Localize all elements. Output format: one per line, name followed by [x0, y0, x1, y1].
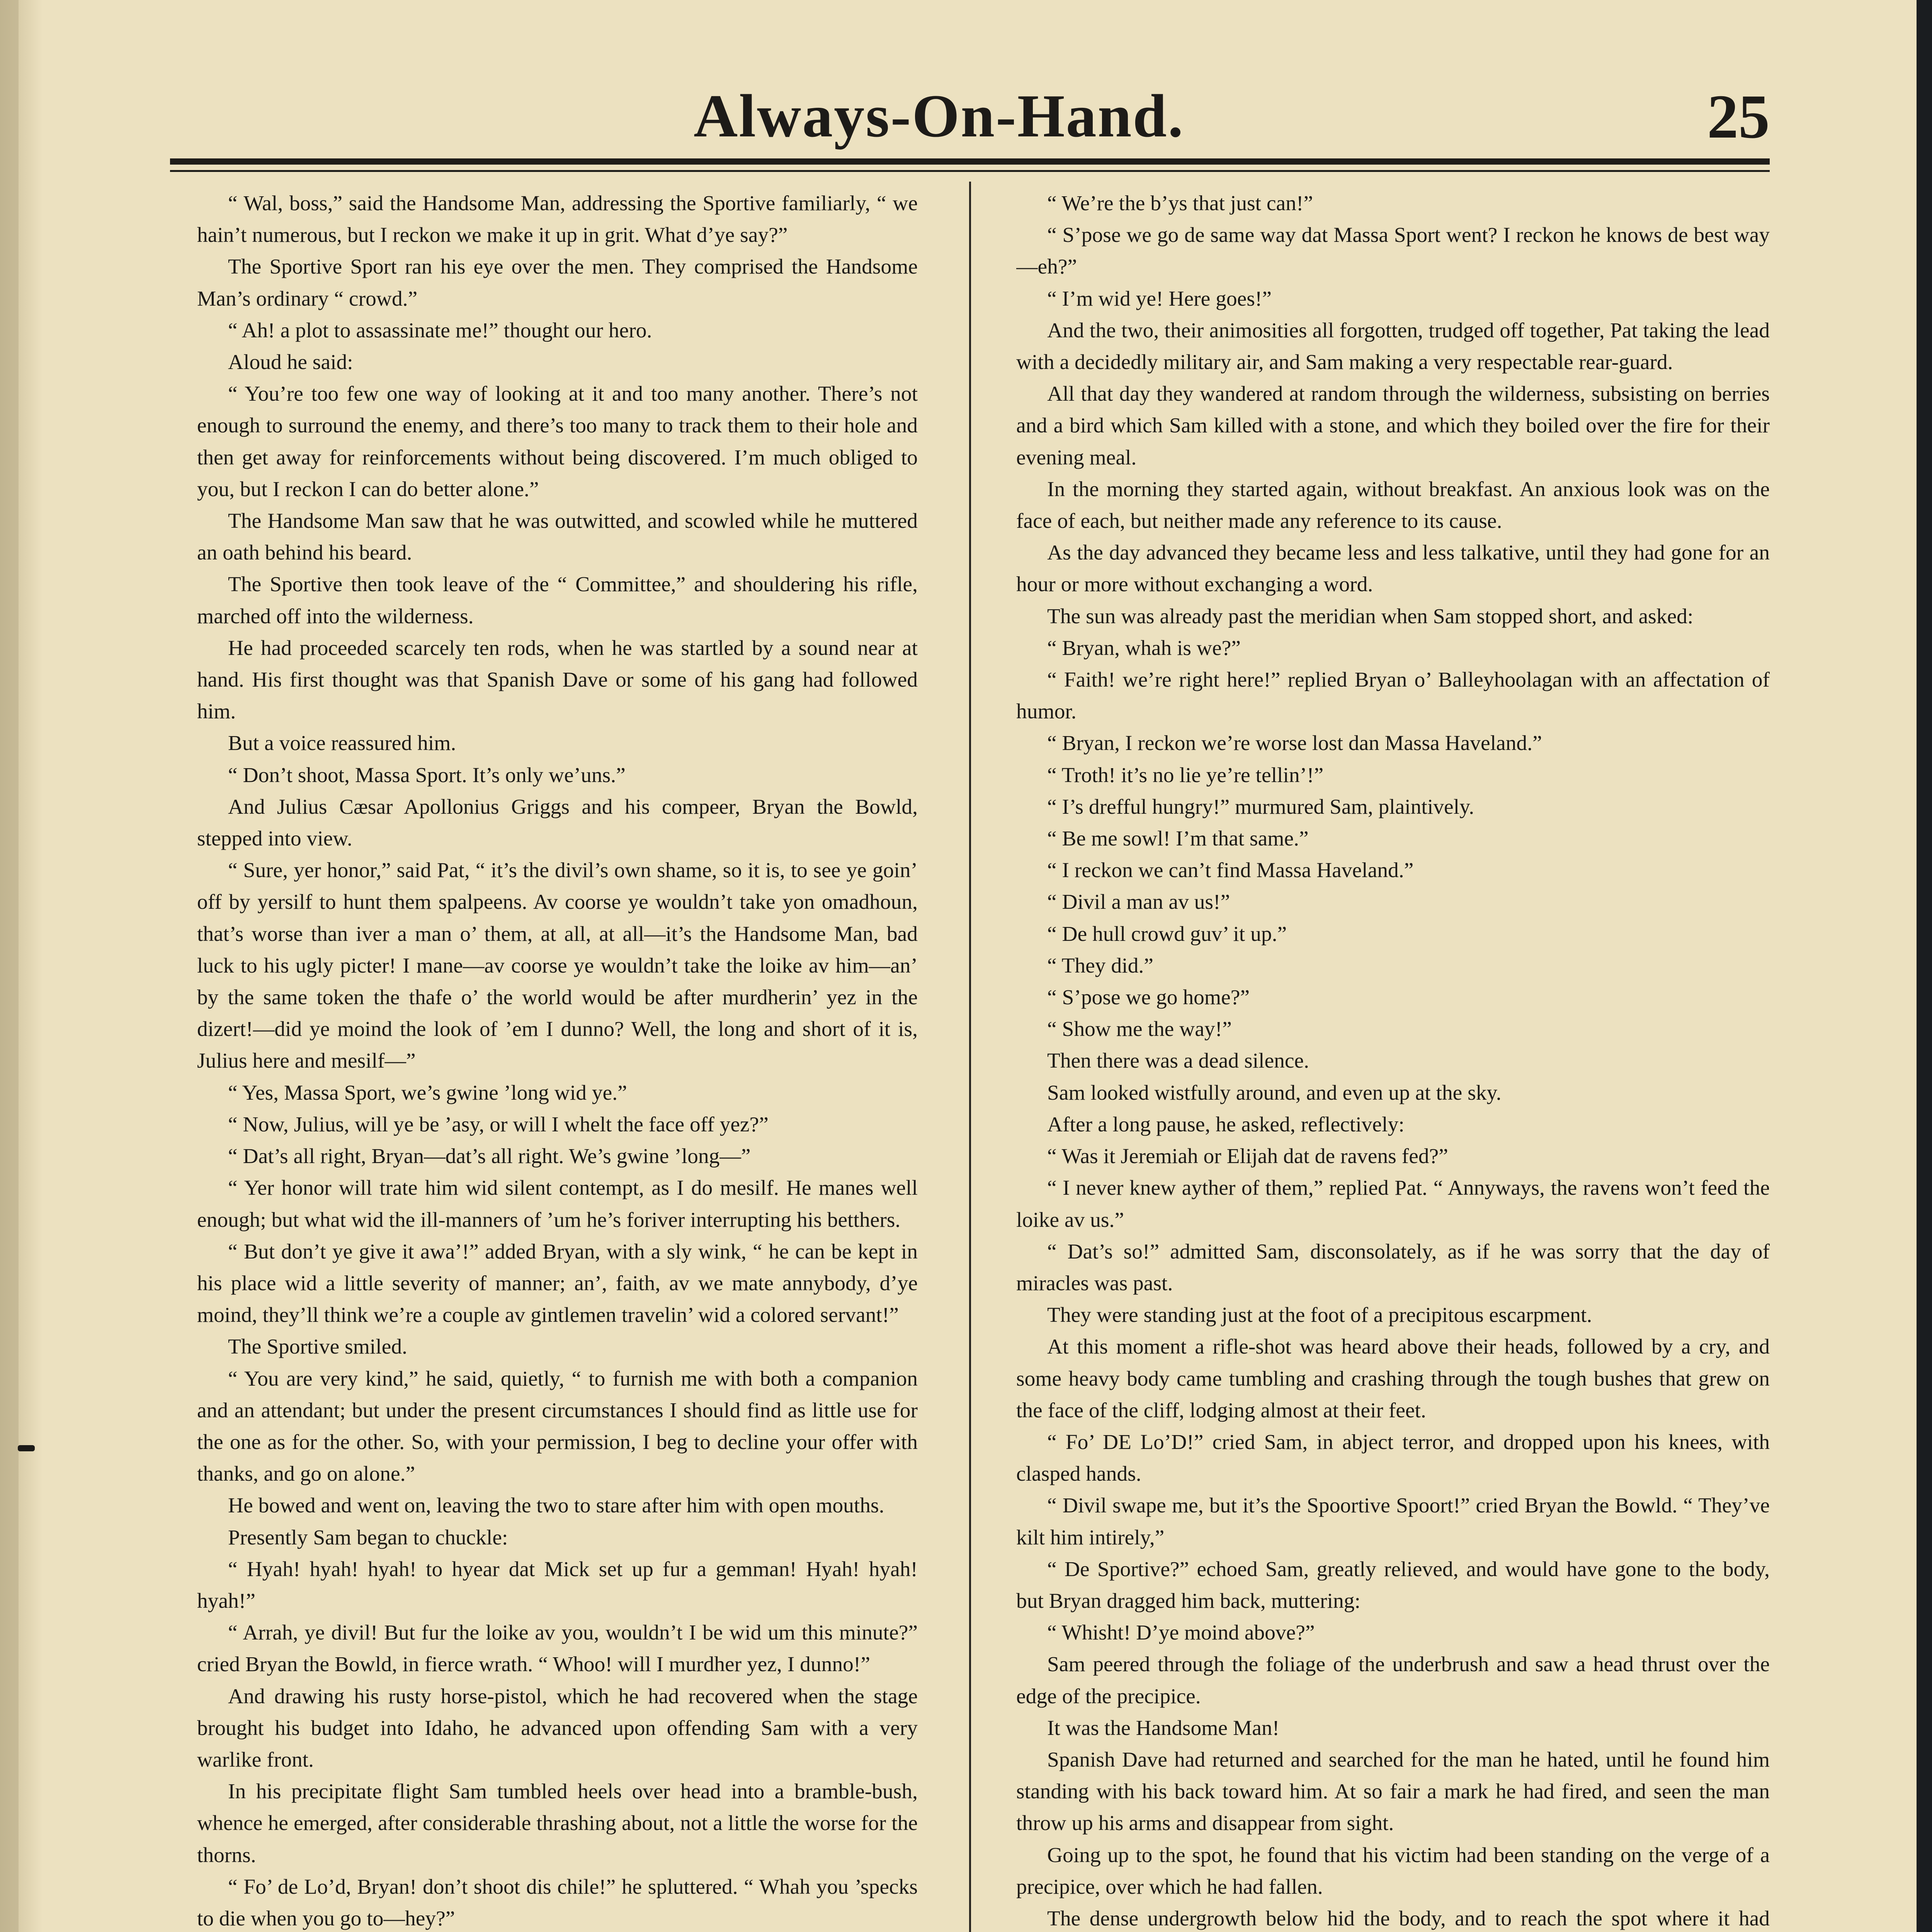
binding-gutter — [0, 0, 43, 1932]
story-paragraph: The Sportive then took leave of the “ Committee,” and shouldering his rifle, marched off into the wilderness. — [197, 573, 918, 628]
story-paragraph: “ Wal, boss,” said the Handsome Man, addressing the Sportive familiarly, “ we hain’t numerous, but I reckon we make it up in grit. What d’ye say?” — [197, 192, 918, 247]
story-paragraph: “ Don’t shoot, Massa Sport. It’s only we’uns.” — [228, 763, 626, 787]
story-paragraph: It was the Handsome Man! — [1047, 1716, 1280, 1740]
staple-icon — [15, 1445, 42, 1468]
left-text-column — [197, 188, 918, 1932]
story-paragraph: “ Yer honor will trate him wid silent contempt, as I do mesilf. He manes well enough; but what wid the ill-manners of ’um he’s foriver interrupting his betthers. — [197, 1176, 918, 1232]
story-paragraph: And Julius Cæsar Apollonius Griggs and his compeer, Bryan the Bowld, stepped into view. — [197, 795, 918, 851]
story-paragraph: “ You’re too few one way of looking at it and too many another. There’s not enough to surround the enemy, and there’s too many to track them to their hole and then get away for reinforcements without being discovered. I’m much obliged to you, but I reckon I can do better alone.” — [197, 382, 918, 501]
story-paragraph: “ Troth! it’s no lie ye’re tellin’!” — [1047, 763, 1324, 787]
story-paragraph: In the morning they started again, without breakfast. An anxious look was on the face of each, but neither made any reference to its cause. — [1016, 477, 1770, 533]
gutter-shadow — [0, 0, 19, 1932]
story-paragraph: Spanish Dave had returned and searched for the man he hated, until he found him standing with his back toward him. At so fair a mark he had fired, and seen the man throw up his arms and disappear from sight. — [1016, 1748, 1770, 1835]
story-paragraph: Aloud he said: — [228, 350, 353, 374]
running-head — [170, 77, 1770, 162]
story-paragraph: “ We’re the b’ys that just can!” — [1047, 192, 1313, 215]
story-paragraph: “ Was it Jeremiah or Elijah dat de ravens fed?” — [1047, 1145, 1448, 1168]
story-paragraph: And drawing his rusty horse-pistol, which he had recovered when the stage brought his budget into Idaho, he advanced upon offending Sam with a very warlike front. — [197, 1684, 918, 1772]
story-paragraph: And the two, their animosities all forgotten, trudged off together, Pat taking the lead with a decidedly military air, and Sam making a very respectable rear-guard. — [1016, 318, 1770, 374]
story-paragraph: “ Dat’s so!” admitted Sam, disconsolately, as if he was sorry that the day of miracles was past. — [1016, 1240, 1770, 1295]
story-paragraph: The Handsome Man saw that he was outwitted, and scowled while he muttered an oath behind his beard. — [197, 509, 918, 565]
story-paragraph: But a voice reassured him. — [228, 731, 456, 755]
story-paragraph: “ Yes, Massa Sport, we’s gwine ’long wid ye.” — [228, 1081, 627, 1105]
story-paragraph: “ You are very kind,” he said, quietly, “ to furnish me with both a companion and an attendant; but under the present circumstances I should find as little use for the one as for the other. So, with your permission, I beg to decline your offer with thanks, and go on alone.” — [197, 1367, 918, 1486]
story-paragraph: The sun was already past the meridian when Sam stopped short, and asked: — [1047, 604, 1694, 628]
story-paragraph: “ Arrah, ye divil! But fur the loike av you, wouldn’t I be wid um this minute?” cried Bryan the Bowld, in fierce wrath. “ Whoo! will I murdher yez, I dunno!” — [197, 1621, 918, 1677]
story-paragraph: “ I reckon we can’t find Massa Haveland.” — [1047, 859, 1414, 883]
story-paragraph: Presently Sam began to chuckle: — [228, 1526, 508, 1549]
page-number: 25 — [1707, 82, 1770, 151]
story-paragraph: “ Fo’ DE Lo’D!” cried Sam, in abject terror, and dropped upon his knees, with clasped hands. — [1016, 1430, 1770, 1486]
story-paragraph: “ Ah! a plot to assassinate me!” thought our hero. — [228, 318, 652, 342]
story-paragraph: He had proceeded scarcely ten rods, when he was startled by a sound near at hand. His first thought was that Spanish Dave or some of his gang had followed him. — [197, 636, 918, 724]
story-paragraph: “ S’pose we go de same way dat Massa Sport went? I reckon he knows de best way—eh?” — [1016, 223, 1770, 279]
story-paragraph: “ I’m wid ye! Here goes!” — [1047, 287, 1272, 311]
scan-frame — [1917, 0, 1932, 1932]
story-paragraph: They were standing just at the foot of a precipitous escarpment. — [1047, 1303, 1592, 1327]
story-paragraph: “ Be me sowl! I’m that same.” — [1047, 827, 1309, 851]
story-paragraph: Then there was a dead silence. — [1047, 1049, 1310, 1073]
story-paragraph: Sam looked wistfully around, and even up at the sky. — [1047, 1081, 1502, 1105]
story-paragraph: “ I never knew ayther of them,” replied Pat. “ Annyways, the ravens won’t feed the loike av us.” — [1016, 1176, 1770, 1232]
story-paragraph: “ De Sportive?” echoed Sam, greatly relieved, and would have gone to the body, but Bryan dragged him back, muttering: — [1016, 1557, 1770, 1613]
story-paragraph: “ Faith! we’re right here!” replied Bryan o’ Balleyhoolagan with an affectation of humor. — [1016, 668, 1770, 724]
story-paragraph: “ Fo’ de Lo’d, Bryan! don’t shoot dis chile!” he spluttered. “ Whah you ’specks to die when you go to—hey?” — [197, 1875, 918, 1930]
story-paragraph: The Sportive smiled. — [228, 1335, 407, 1359]
story-paragraph: Sam peered through the foliage of the underbrush and saw a head thrust over the edge of the precipice. — [1016, 1653, 1770, 1708]
story-paragraph: He bowed and went on, leaving the two to stare after him with open mouths. — [228, 1494, 884, 1518]
story-paragraph: “ Bryan, I reckon we’re worse lost dan Massa Haveland.” — [1047, 731, 1542, 755]
story-paragraph: After a long pause, he asked, reflectively: — [1047, 1112, 1405, 1136]
story-paragraph: “ S’pose we go home?” — [1047, 986, 1250, 1010]
column-divider — [969, 182, 971, 1932]
story-paragraph: “ Bryan, whah is we?” — [1047, 636, 1241, 660]
story-paragraph: The dense undergrowth below hid the body, and to reach the spot where it had — [1047, 1906, 1770, 1930]
story-paragraph: In his precipitate flight Sam tumbled heels over head into a bramble-bush, whence he emerged, after considerable thrashing about, not a little the worse for the thorns. — [197, 1780, 918, 1867]
story-paragraph: “ Sure, yer honor,” said Pat, “ it’s the divil’s own shame, so it is, to see ye goin’ off by yersilf to hunt them spalpeens. Av coorse ye wouldn’t take yon omadhoun, that’s worse than iver a man o’ them, at all, at all—it’s the Handsome Man, bad luck to his ugly picter! I mane—av coorse ye wouldn’t take the loike av him—an’ by the same token the thafe o’ the world would be after murdherin’ yez in the dizert!—did ye moind the look of ’em I dunno? Well, the long and short of it is, Julius here and mesilf—” — [197, 859, 918, 1073]
story-paragraph: “ Hyah! hyah! hyah! to hyear dat Mick set up fur a gemman! Hyah! hyah! hyah!” — [197, 1557, 918, 1613]
story-paragraph: “ De hull crowd guv’ it up.” — [1047, 922, 1287, 946]
story-paragraph: “ They did.” — [1047, 954, 1153, 978]
story-paragraph: All that day they wandered at random through the wilderness, subsisting on berries and a bird which Sam killed with a stone, and which they boiled over the fire for their evening meal. — [1016, 382, 1770, 469]
story-paragraph: “ Divil swape me, but it’s the Spoortive Spoort!” cried Bryan the Bowld. “ They’ve kilt him intirely,” — [1016, 1494, 1770, 1549]
story-paragraph: “ Whisht! D’ye moind above?” — [1047, 1621, 1315, 1645]
right-text-column — [1016, 188, 1770, 1932]
story-paragraph: Going up to the spot, he found that his victim had been standing on the verge of a precipice, over which he had fallen. — [1016, 1843, 1770, 1899]
story-paragraph: “ I’s drefful hungry!” murmured Sam, plaintively. — [1047, 795, 1475, 819]
story-paragraph: “ Divil a man av us!” — [1047, 890, 1230, 914]
story-paragraph: “ But don’t ye give it awa’!” added Bryan, with a sly wink, “ he can be kept in his place wid a little severity of manner; an’, faith, av we mate annybody, d’ye moind, they’ll think we’re a couple av gintlemen travelin’ wid a colored servant!” — [197, 1240, 918, 1327]
header-rule — [170, 158, 1770, 165]
magazine-title: Always-On-Hand. — [694, 82, 1184, 150]
story-paragraph: The Sportive Sport ran his eye over the men. They comprised the Handsome Man’s ordinary “ crowd.” — [197, 255, 918, 311]
story-paragraph: As the day advanced they became less and less talkative, until they had gone for an hour or more without exchanging a word. — [1016, 541, 1770, 597]
header-rule-thin — [170, 170, 1770, 172]
story-paragraph: “ Show me the way!” — [1047, 1017, 1232, 1041]
story-paragraph: “ Now, Julius, will ye be ’asy, or will I whelt the face off yez?” — [228, 1112, 769, 1136]
story-paragraph: “ Dat’s all right, Bryan—dat’s all right. We’s gwine ’long—” — [228, 1145, 751, 1168]
story-paragraph: At this moment a rifle-shot was heard above their heads, followed by a cry, and some heavy body came tumbling and crashing through the tough bushes that grew on the face of the cliff, lodging almost at their feet. — [1016, 1335, 1770, 1422]
staple-mark — [18, 1445, 35, 1451]
